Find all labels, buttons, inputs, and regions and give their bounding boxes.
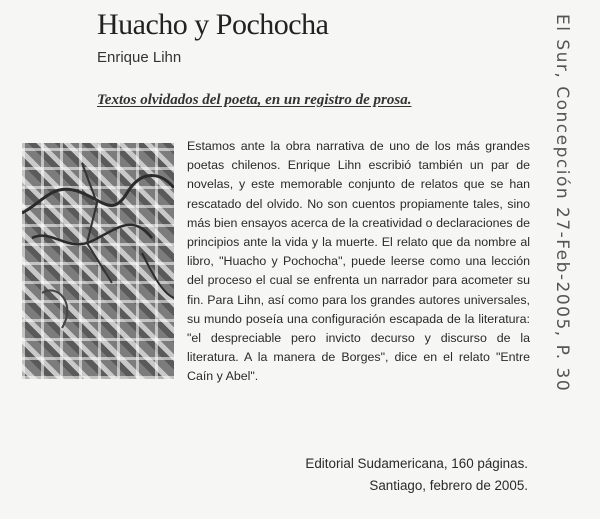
place-date-line: Santiago, febrero de 2005. <box>369 478 528 493</box>
book-credits <box>305 453 528 497</box>
handwritten-margin-note: El Sur, Concepción 27-Feb-2005, P. 30 <box>552 14 572 393</box>
publisher-line: Editorial Sudamericana, 160 páginas. <box>305 456 528 471</box>
article-subtitle: Textos olvidados del poeta, en un registro de prosa. <box>97 92 412 108</box>
article-body: Estamos ante la obra narrativa de uno de los más grandes poetas chilenos. Enrique Lihn escribió también un par de novelas, y este memorable conjunto de relatos que se han rescatado del olvido. No son cuentos propiamente tales, sino más bien ensayos acerca de la creatividad o declaraciones de principios ante la vida y la muerte. El relato que da nombre al libro, "Huacho y Pochocha", puede leerse como una lección del proceso el cual se enfrenta un narrador para acometer su fin. Para Lihn, así como para los grandes autores universales, su mundo poseía una configuración escapada de la literatura: "el despreciable pero invicto decurso y discurso de la literatura. A la manera de Borges", dice en el relato "Entre Caín y Abel". <box>187 139 530 384</box>
article-author: Enrique Lihn <box>97 49 182 66</box>
article-title: Huacho y Pochocha <box>97 8 329 41</box>
cover-doodle-icon <box>22 143 174 379</box>
book-cover-image <box>22 143 174 379</box>
